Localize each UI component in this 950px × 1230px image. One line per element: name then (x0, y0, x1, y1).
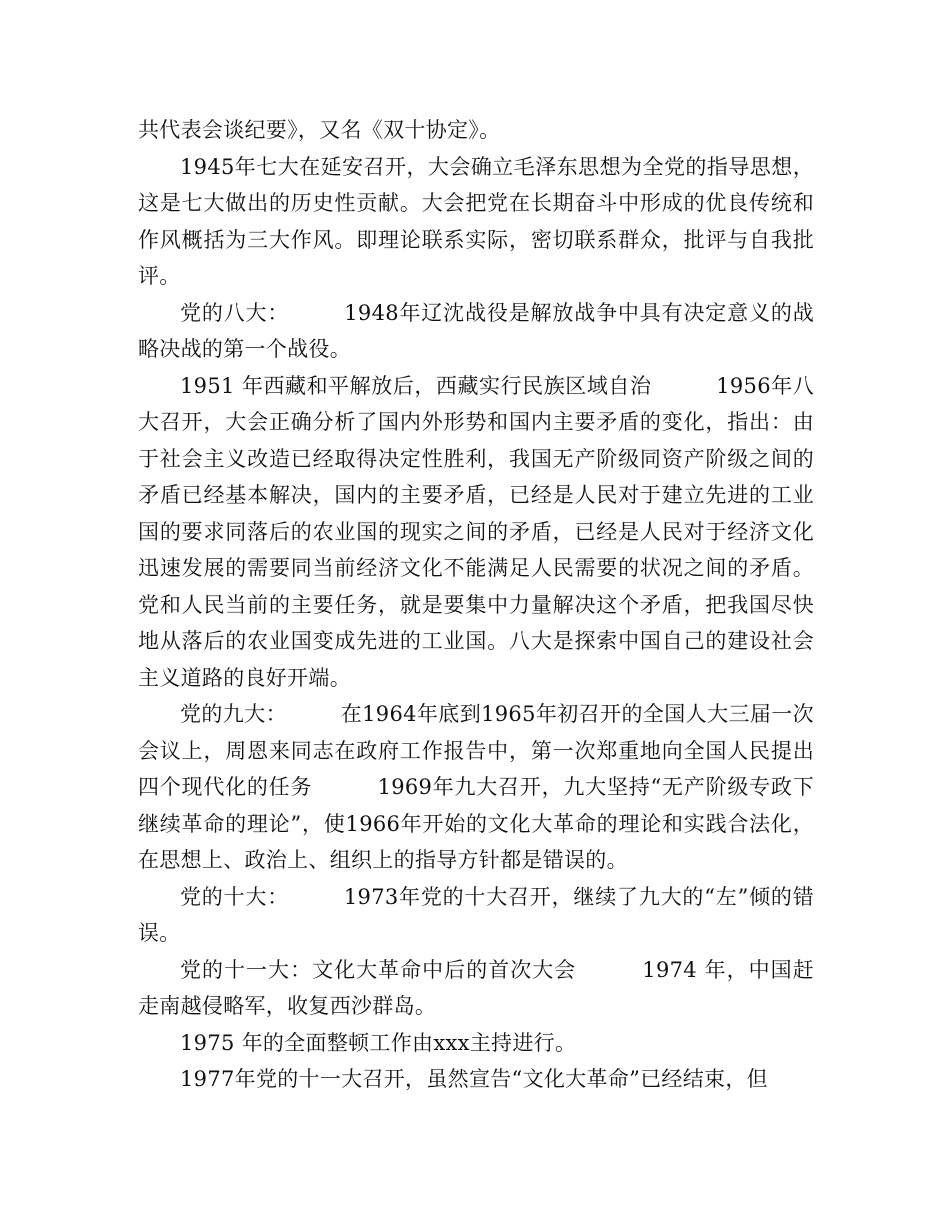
paragraph-1975-rectification: 1975 年的全面整顿工作由xxx主持进行。 (180, 1030, 577, 1055)
paragraph-ninth-congress: 党的九大： 在1964年底到1965年初召开的全国人大三届一次会议上，周恩来同志在政府工作报告中，第一次郑重地向全国人民提出四个现代化的任务 1969年九大召开，九大坚持“无产阶级专政下继续革命的理论”，使1966年开始的文化大革命的理论和实践合法化，在思想上、政治上、组织上的指导方针都是错误的。 (138, 702, 814, 872)
document-body (138, 112, 814, 1098)
paragraph-eighth-congress-heading: 党的八大： 1948年辽沈战役是解放战争中具有决定意义的战略决战的第一个战役。 (138, 300, 814, 361)
paragraph-seventh-congress: 1945年七大在延安召开，大会确立毛泽东思想为全党的指导思想，这是七大做出的历史性贡献。大会把党在长期奋斗中形成的优良传统和作风概括为三大作风。即理论联系实际，密切联系群众，批评与自我批评。 (138, 154, 814, 288)
paragraph-tenth-congress: 党的十大： 1973年党的十大召开，继续了九大的“左”倾的错误。 (138, 884, 814, 945)
paragraph-eleventh-congress: 党的十一大：文化大革命中后的首次大会 1974 年，中国赶走南越侵略军，收复西沙群岛。 (138, 957, 814, 1018)
paragraph-eighth-congress: 1951 年西藏和平解放后，西藏实行民族区域自治 1956年八大召开，大会正确分析了国内外形势和国内主要矛盾的变化，指出：由于社会主义改造已经取得决定性胜利，我国无产阶级同资产阶级之间的矛盾已经基本解决，国内的主要矛盾，已经是人民对于建立先进的工业国的要求同落后的农业国的现实之间的矛盾，已经是人民对于经济文化迅速发展的需要同当前经济文化不能满足人民需要的状况之间的矛盾。党和人民当前的主要任务，就是要集中力量解决这个矛盾，把我国尽快地从落后的农业国变成先进的工业国。八大是探索中国自己的建设社会主义道路的良好开端。 (138, 373, 814, 690)
paragraph-continuation: 共代表会谈纪要》，又名《双十协定》。 (138, 118, 501, 142)
paragraph-1977-congress: 1977年党的十一大召开，虽然宣告“文化大革命”已经结束，但 (180, 1067, 768, 1091)
